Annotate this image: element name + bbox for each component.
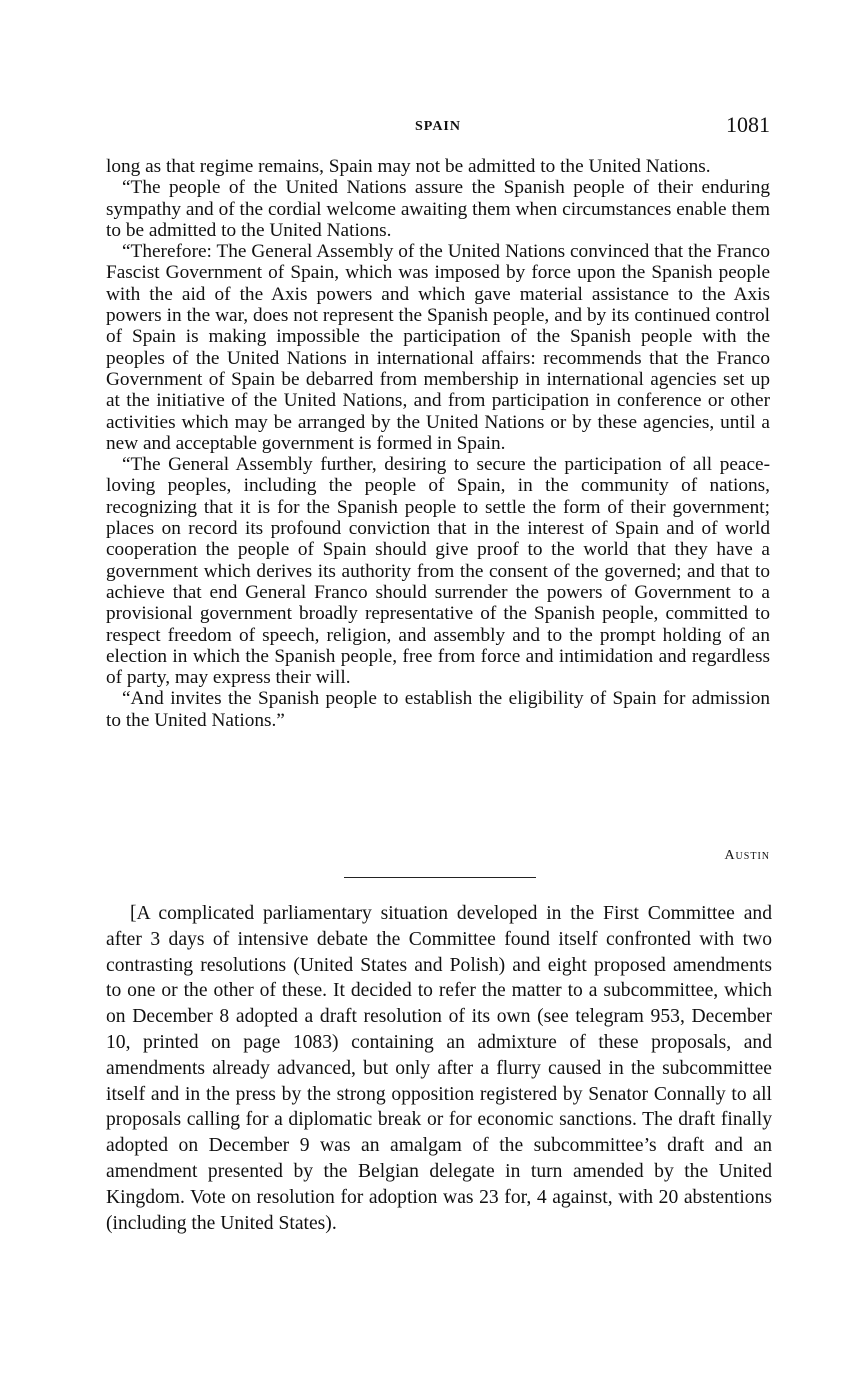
paragraph-invitation: “And invites the Spanish people to establish the eligibility of Spain for admission to the United Nations.” [106,688,770,731]
running-title: SPAIN [415,119,461,134]
running-header [106,112,770,142]
section-divider [344,877,536,878]
paragraph-assurance: “The people of the United Nations assure the Spanish people of their enduring sympathy and of the cordial welcome awaiting them when circumstances enable them to be admitted to the United Nations. [106,177,770,241]
editorial-note [106,901,772,1236]
paragraph-continuation: long as that regime remains, Spain may not be admitted to the United Nations. [106,156,711,177]
paragraph-general-assembly: “The General Assembly further, desiring to secure the participation of all peace-loving peoples, including the people of Spain, in the community of nations, recognizing that it is for the Spanish people to settle the form of their government; places on record its profound conviction that in the interest of Spain and of world cooperation the people of Spain should give proof to the world that they have a government which derives its authority from the consent of the governed; and that to achieve that end General Franco should surrender the powers of Government to a provisional government broadly representative of the Spanish people, committed to respect freedom of speech, religion, and assembly and to the prompt holding of an election in which the Spanish people, free from force and intimidation and regardless of party, may express their will. [106,454,770,689]
quoted-resolution-text [106,156,770,731]
editorial-note-paragraph: [A complicated parliamentary situation developed in the First Committee and after 3 days of intensive debate the Committee found itself confronted with two contrasting resolutions (United States and Polish) and eight proposed amendments to one or the other of these. It decided to refer the matter to a subcommittee, which on December 8 adopted a draft resolution of its own (see telegram 953, December 10, printed on page 1083) containing an admixture of these proposals, and amendments already advanced, but only after a flurry caused in the subcommittee itself and in the press by the strong opposition registered by Senator Connally to all proposals calling for a diplomatic break or for economic sanctions. The draft finally adopted on December 9 was an amalgam of the subcommittee’s draft and an amendment presented by the Belgian delegate in turn amended by the United Kingdom. Vote on resolution for adoption was 23 for, 4 against, with 20 abstentions (including the United States). [106,903,772,1234]
page-number: 1081 [726,112,770,137]
signature-austin: Austin [724,848,770,863]
paragraph-therefore: “Therefore: The General Assembly of the United Nations convinced that the Franco Fascist Government of Spain, which was imposed by force upon the Spanish people with the aid of the Axis powers and which gave material assistance to the Axis powers in the war, does not represent the Spanish people, and by its continued control of Spain is making impossible the participation of the Spanish people with the peoples of the United Nations in international affairs: recommends that the Franco Government of Spain be debarred from membership in international agencies set up at the initiative of the United Nations, and from participation in conference or other activities which may be arranged by the United Nations or by these agencies, until a new and acceptable government is formed in Spain. [106,241,770,454]
